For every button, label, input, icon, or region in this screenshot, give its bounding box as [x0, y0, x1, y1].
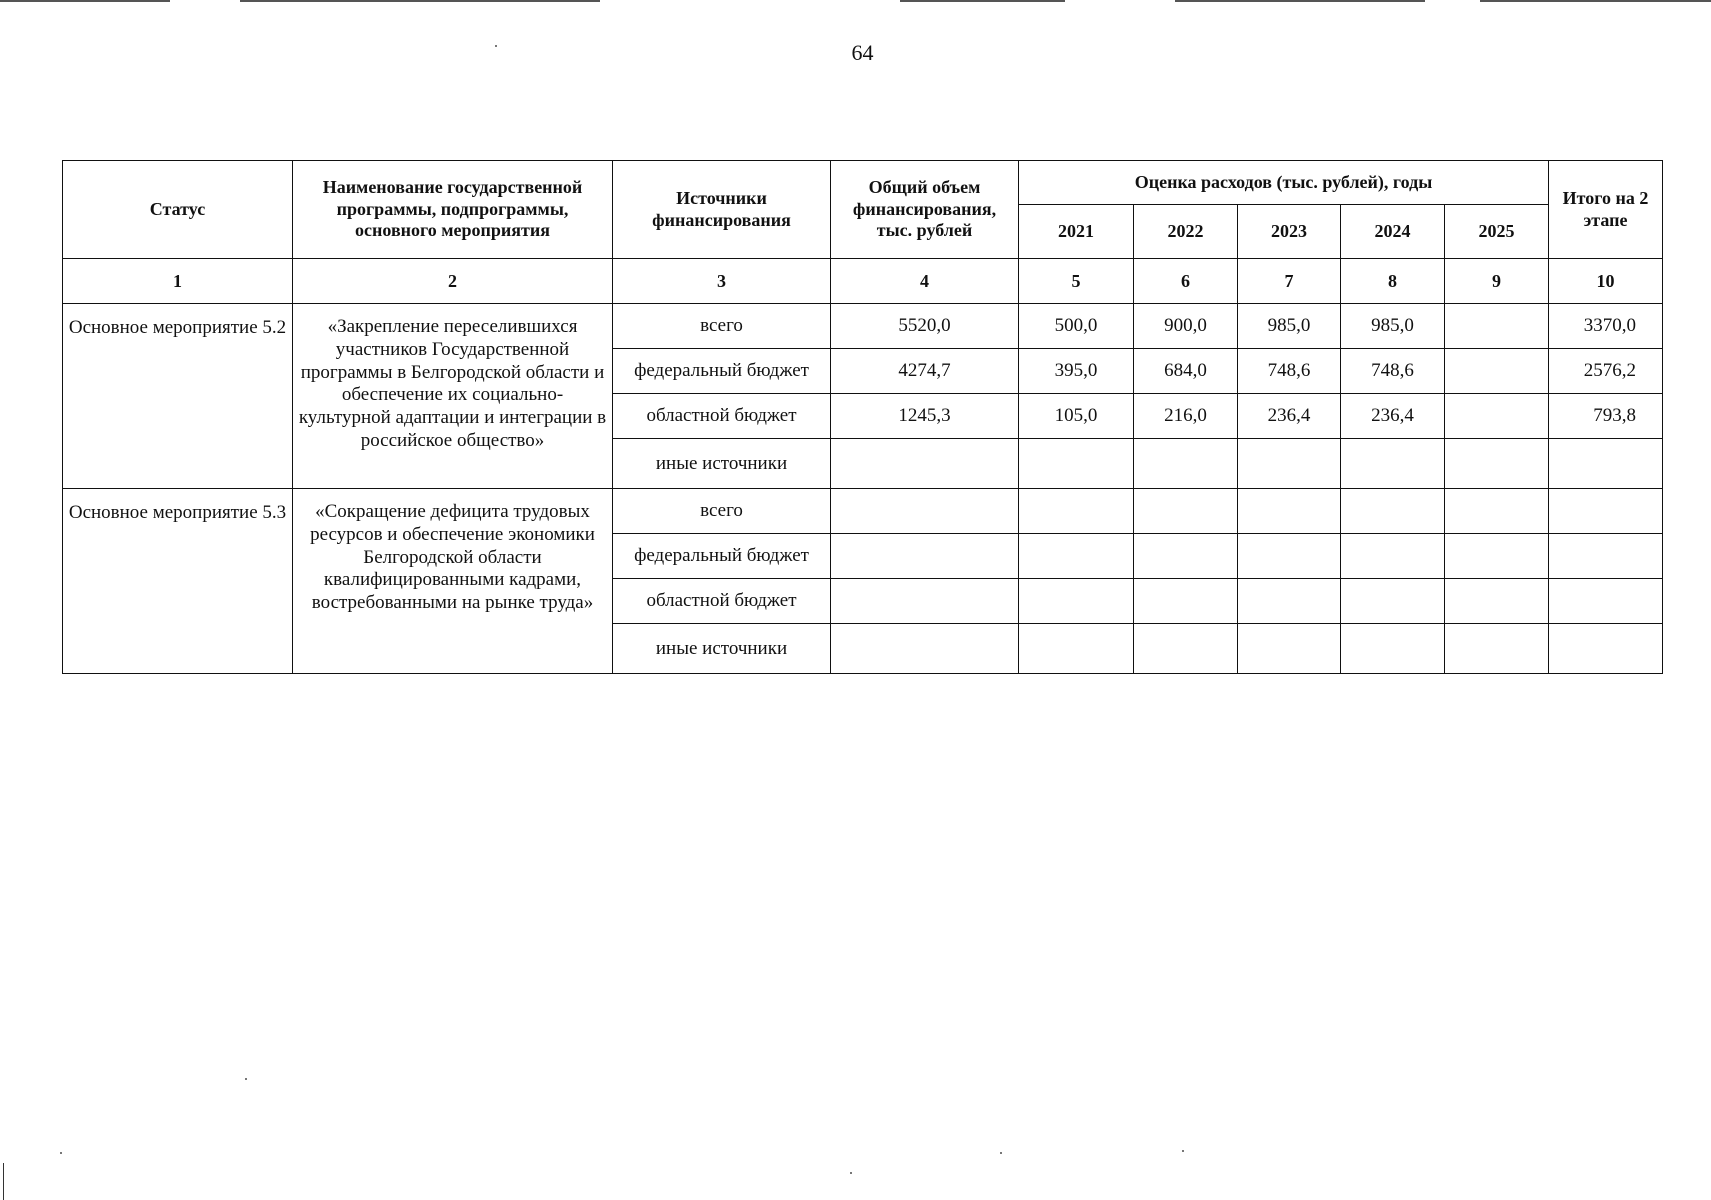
column-number: 5 — [1019, 259, 1134, 304]
column-number: 8 — [1341, 259, 1445, 304]
source-cell: иные источники — [613, 439, 831, 489]
year-cell — [1341, 579, 1445, 624]
year-cell — [1019, 439, 1134, 489]
source-cell: федеральный бюджет — [613, 349, 831, 394]
header-status: Статус — [63, 161, 293, 259]
year-cell: 216,0 — [1134, 394, 1238, 439]
scan-rule — [1480, 0, 1711, 2]
scan-dot — [495, 45, 497, 47]
program-name-cell: «Закрепление переселившихся участников Государственной программы в Белгородской области и обеспечение их социально-культурной адаптации и интеграции в российское общество» — [293, 304, 613, 489]
total-cell: 1245,3 — [831, 394, 1019, 439]
year-cell: 684,0 — [1134, 349, 1238, 394]
year-cell — [1019, 489, 1134, 534]
year-cell: 105,0 — [1019, 394, 1134, 439]
program-name-cell: «Сокращение дефицита трудовых ресурсов и обеспечение экономики Белгородской области квалифицированными кадрами, востребованными на рынке труда» — [293, 489, 613, 674]
year-cell — [1445, 579, 1549, 624]
year-cell — [1134, 624, 1238, 674]
header-year: 2025 — [1445, 205, 1549, 259]
year-cell — [1445, 534, 1549, 579]
year-cell — [1238, 439, 1341, 489]
source-cell: всего — [613, 489, 831, 534]
column-number-row — [63, 259, 1663, 304]
budget-table — [62, 160, 1663, 674]
column-number: 1 — [63, 259, 293, 304]
year-cell — [1445, 489, 1549, 534]
year-cell — [1019, 534, 1134, 579]
stage-total-cell — [1549, 534, 1663, 579]
stage-total-cell — [1549, 439, 1663, 489]
year-cell — [1238, 534, 1341, 579]
page-number: 64 — [851, 40, 874, 65]
year-cell: 500,0 — [1019, 304, 1134, 349]
year-cell — [1341, 489, 1445, 534]
year-cell: 236,4 — [1238, 394, 1341, 439]
column-number: 3 — [613, 259, 831, 304]
year-cell — [1445, 394, 1549, 439]
stage-total-cell: 3370,0 — [1549, 304, 1663, 349]
year-cell — [1019, 624, 1134, 674]
source-cell: областной бюджет — [613, 579, 831, 624]
year-cell: 748,6 — [1238, 349, 1341, 394]
status-cell: Основное мероприятие 5.2 — [63, 304, 293, 489]
table-row — [63, 489, 1663, 534]
scan-dot — [245, 1078, 247, 1080]
stage-total-cell: 2576,2 — [1549, 349, 1663, 394]
header-program-name: Наименование государственной программы, подпрограммы, основного мероприятия — [293, 161, 613, 259]
header-year: 2024 — [1341, 205, 1445, 259]
scan-dot — [1000, 1152, 1002, 1154]
status-cell: Основное мероприятие 5.3 — [63, 489, 293, 674]
header-sources: Источники финансирования — [613, 161, 831, 259]
year-cell — [1238, 579, 1341, 624]
year-cell — [1134, 489, 1238, 534]
scan-dot — [850, 1172, 852, 1174]
scan-rule — [900, 0, 1065, 2]
source-cell: областной бюджет — [613, 394, 831, 439]
header-stage-total: Итого на 2 этапе — [1549, 161, 1663, 259]
year-cell — [1134, 439, 1238, 489]
header-year: 2022 — [1134, 205, 1238, 259]
year-cell: 395,0 — [1019, 349, 1134, 394]
year-cell — [1445, 304, 1549, 349]
year-cell: 236,4 — [1341, 394, 1445, 439]
total-cell: 5520,0 — [831, 304, 1019, 349]
header-total-volume: Общий объем финансирования, тыс. рублей — [831, 161, 1019, 259]
total-cell — [831, 624, 1019, 674]
header-estimate: Оценка расходов (тыс. рублей), годы — [1019, 161, 1549, 205]
year-cell: 985,0 — [1238, 304, 1341, 349]
stage-total-cell — [1549, 489, 1663, 534]
scan-dot — [1182, 1150, 1184, 1152]
year-cell — [1341, 624, 1445, 674]
year-cell — [1238, 624, 1341, 674]
table-row — [63, 304, 1663, 349]
column-number: 9 — [1445, 259, 1549, 304]
total-cell: 4274,7 — [831, 349, 1019, 394]
scan-rule — [0, 0, 170, 2]
source-cell: иные источники — [613, 624, 831, 674]
total-cell — [831, 489, 1019, 534]
column-number: 7 — [1238, 259, 1341, 304]
year-cell: 748,6 — [1341, 349, 1445, 394]
total-cell — [831, 439, 1019, 489]
year-cell — [1341, 534, 1445, 579]
header-year: 2023 — [1238, 205, 1341, 259]
scan-rule — [240, 0, 600, 2]
column-number: 6 — [1134, 259, 1238, 304]
year-cell — [1238, 489, 1341, 534]
scan-rule — [1175, 0, 1425, 2]
total-cell — [831, 579, 1019, 624]
column-number: 10 — [1549, 259, 1663, 304]
column-number: 2 — [293, 259, 613, 304]
stage-total-cell: 793,8 — [1549, 394, 1663, 439]
year-cell — [1445, 439, 1549, 489]
source-cell: федеральный бюджет — [613, 534, 831, 579]
header-year: 2021 — [1019, 205, 1134, 259]
year-cell — [1341, 439, 1445, 489]
year-cell: 985,0 — [1341, 304, 1445, 349]
year-cell — [1134, 534, 1238, 579]
year-cell — [1445, 349, 1549, 394]
source-cell: всего — [613, 304, 831, 349]
year-cell: 900,0 — [1134, 304, 1238, 349]
scan-edge — [3, 1163, 4, 1200]
year-cell — [1134, 579, 1238, 624]
total-cell — [831, 534, 1019, 579]
year-cell — [1445, 624, 1549, 674]
scan-dot — [60, 1152, 62, 1154]
year-cell — [1019, 579, 1134, 624]
stage-total-cell — [1549, 579, 1663, 624]
column-number: 4 — [831, 259, 1019, 304]
stage-total-cell — [1549, 624, 1663, 674]
